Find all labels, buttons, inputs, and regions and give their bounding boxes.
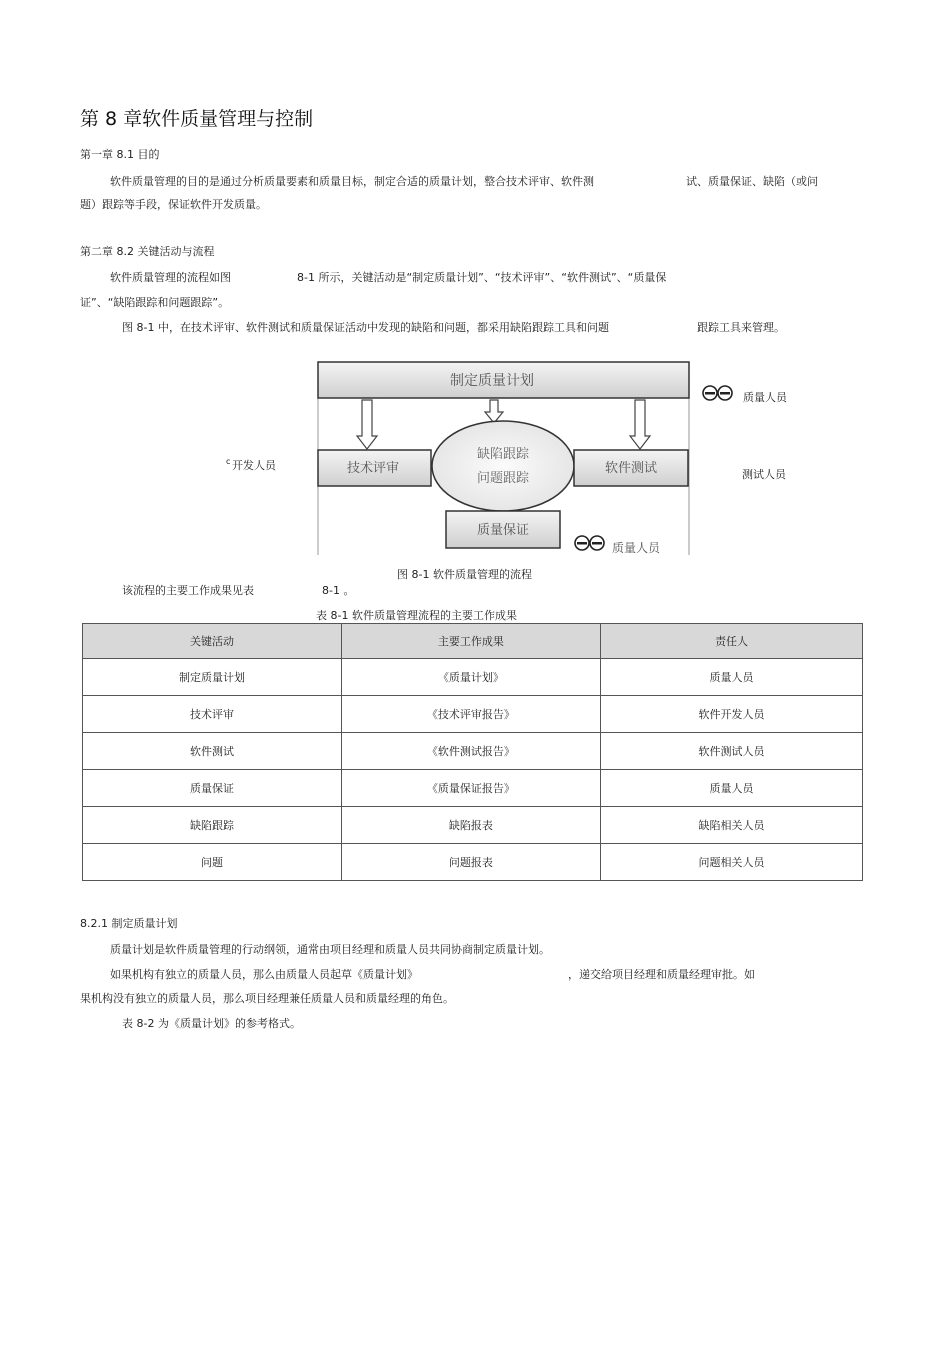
tracking-ellipse bbox=[432, 421, 574, 511]
paragraph-plan-2a: 如果机构有独立的质量人员，那么由质量人员起草《质量计划》 bbox=[110, 968, 418, 981]
paragraph-flow-line2: 证”、“缺陷跟踪和问题跟踪”。 bbox=[80, 296, 230, 309]
role-test: 测试人员 bbox=[742, 468, 786, 481]
paragraph-plan-2-line2: 果机构没有独立的质量人员，那么项目经理兼任质量人员和质量经理的角色。 bbox=[80, 992, 454, 1005]
paragraph-purpose-line1b: 试、质量保证、缺陷（或问 bbox=[686, 175, 818, 188]
plan-box-label: 制定质量计划 bbox=[450, 373, 534, 389]
table-cell: 缺陷跟踪 bbox=[83, 807, 342, 844]
table-cell: 《质量保证报告》 bbox=[341, 770, 600, 807]
qa-box-label: 质量保证 bbox=[476, 523, 530, 538]
table-ref-text-a: 该流程的主要工作成果见表 bbox=[122, 584, 254, 597]
header-owner: 责任人 bbox=[600, 624, 862, 659]
arrow-right-icon bbox=[630, 400, 650, 449]
table-cell: 质量人员 bbox=[600, 659, 862, 696]
paragraph-purpose-line2: 题）跟踪等手段，保证软件开发质量。 bbox=[80, 198, 267, 211]
table-cell: 问题 bbox=[83, 844, 342, 881]
figure-quality-flow bbox=[0, 350, 950, 565]
table-cell: 质量保证 bbox=[83, 770, 342, 807]
table-cell: 软件测试 bbox=[83, 733, 342, 770]
table-cell: 技术评审 bbox=[83, 696, 342, 733]
table-row bbox=[83, 770, 863, 807]
section-heading-8-2-1: 8.2.1 制定质量计划 bbox=[80, 917, 178, 930]
table-row bbox=[83, 807, 863, 844]
section-heading-8-2: 第二章 8.2 关键活动与流程 bbox=[80, 245, 215, 258]
table-cell: 软件开发人员 bbox=[600, 696, 862, 733]
people-icon-top bbox=[703, 386, 732, 400]
page-title: 第 8 章软件质量管理与控制 bbox=[80, 108, 314, 130]
table-cell: 《软件测试报告》 bbox=[341, 733, 600, 770]
table-cell: 问题相关人员 bbox=[600, 844, 862, 881]
paragraph-plan-1: 质量计划是软件质量管理的行动纲领，通常由项目经理和质量人员共同协商制定质量计划。 bbox=[110, 943, 550, 956]
plan-box bbox=[318, 362, 689, 398]
table-row bbox=[83, 733, 863, 770]
table-cell: 制定质量计划 bbox=[83, 659, 342, 696]
review-box-label: 技术评审 bbox=[346, 461, 400, 476]
paragraph-plan-2b: ，递交给项目经理和质量经理审批。如 bbox=[568, 968, 755, 981]
section-heading-8-1: 第一章 8.1 目的 bbox=[80, 148, 160, 161]
table-cell: 《质量计划》 bbox=[341, 659, 600, 696]
table-row bbox=[83, 659, 863, 696]
review-box bbox=[318, 450, 431, 486]
table-ref-text-b: 8-1 。 bbox=[322, 584, 355, 597]
table-cell: 缺陷相关人员 bbox=[600, 807, 862, 844]
table-row bbox=[83, 696, 863, 733]
arrow-left-icon bbox=[357, 400, 377, 449]
test-box-label: 软件测试 bbox=[604, 461, 658, 476]
table-cell: 问题报表 bbox=[341, 844, 600, 881]
role-quality-top: 质量人员 bbox=[743, 391, 787, 404]
table-cell: 缺陷报表 bbox=[341, 807, 600, 844]
people-icon-bottom bbox=[575, 536, 604, 550]
qa-box bbox=[446, 511, 560, 548]
results-table bbox=[82, 623, 863, 881]
paragraph-flow-line1b: 8-1 所示，关键活动是“制定质量计划”、“技术评审”、“软件测试”、“质量保 bbox=[297, 271, 667, 284]
table-row bbox=[83, 844, 863, 881]
header-output: 主要工作成果 bbox=[341, 624, 600, 659]
paragraph-plan-3: 表 8-2 为《质量计划》的参考格式。 bbox=[122, 1017, 301, 1030]
paragraph-tools-a: 图 8-1 中，在技术评审、软件测试和质量保证活动中发现的缺陷和问题，都采用缺陷跟踪工具和问题 bbox=[122, 321, 609, 334]
figure-caption: 图 8-1 软件质量管理的流程 bbox=[397, 568, 532, 581]
table-cell: 质量人员 bbox=[600, 770, 862, 807]
header-activity: 关键活动 bbox=[83, 624, 342, 659]
table-cell: 《技术评审报告》 bbox=[341, 696, 600, 733]
role-quality-bottom: 质量人员 bbox=[612, 541, 661, 555]
table-caption: 表 8-1 软件质量管理流程的主要工作成果 bbox=[316, 609, 517, 622]
table-cell: 软件测试人员 bbox=[600, 733, 862, 770]
paragraph-purpose-line1a: 软件质量管理的目的是通过分析质量要素和质量目标，制定合适的质量计划，整合技术评审、软件测 bbox=[110, 175, 594, 188]
test-box bbox=[574, 450, 688, 486]
role-dev: 开发人员 bbox=[232, 459, 276, 472]
arrow-middle-icon bbox=[485, 400, 503, 423]
role-dev-mark: c bbox=[226, 457, 231, 466]
paragraph-tools-b: 跟踪工具来管理。 bbox=[697, 321, 785, 334]
table-header-row bbox=[83, 624, 863, 659]
tracking-label-1: 缺陷跟踪 bbox=[476, 447, 530, 462]
tracking-label-2: 问题跟踪 bbox=[476, 471, 530, 486]
paragraph-flow-line1a: 软件质量管理的流程如图 bbox=[110, 271, 231, 284]
